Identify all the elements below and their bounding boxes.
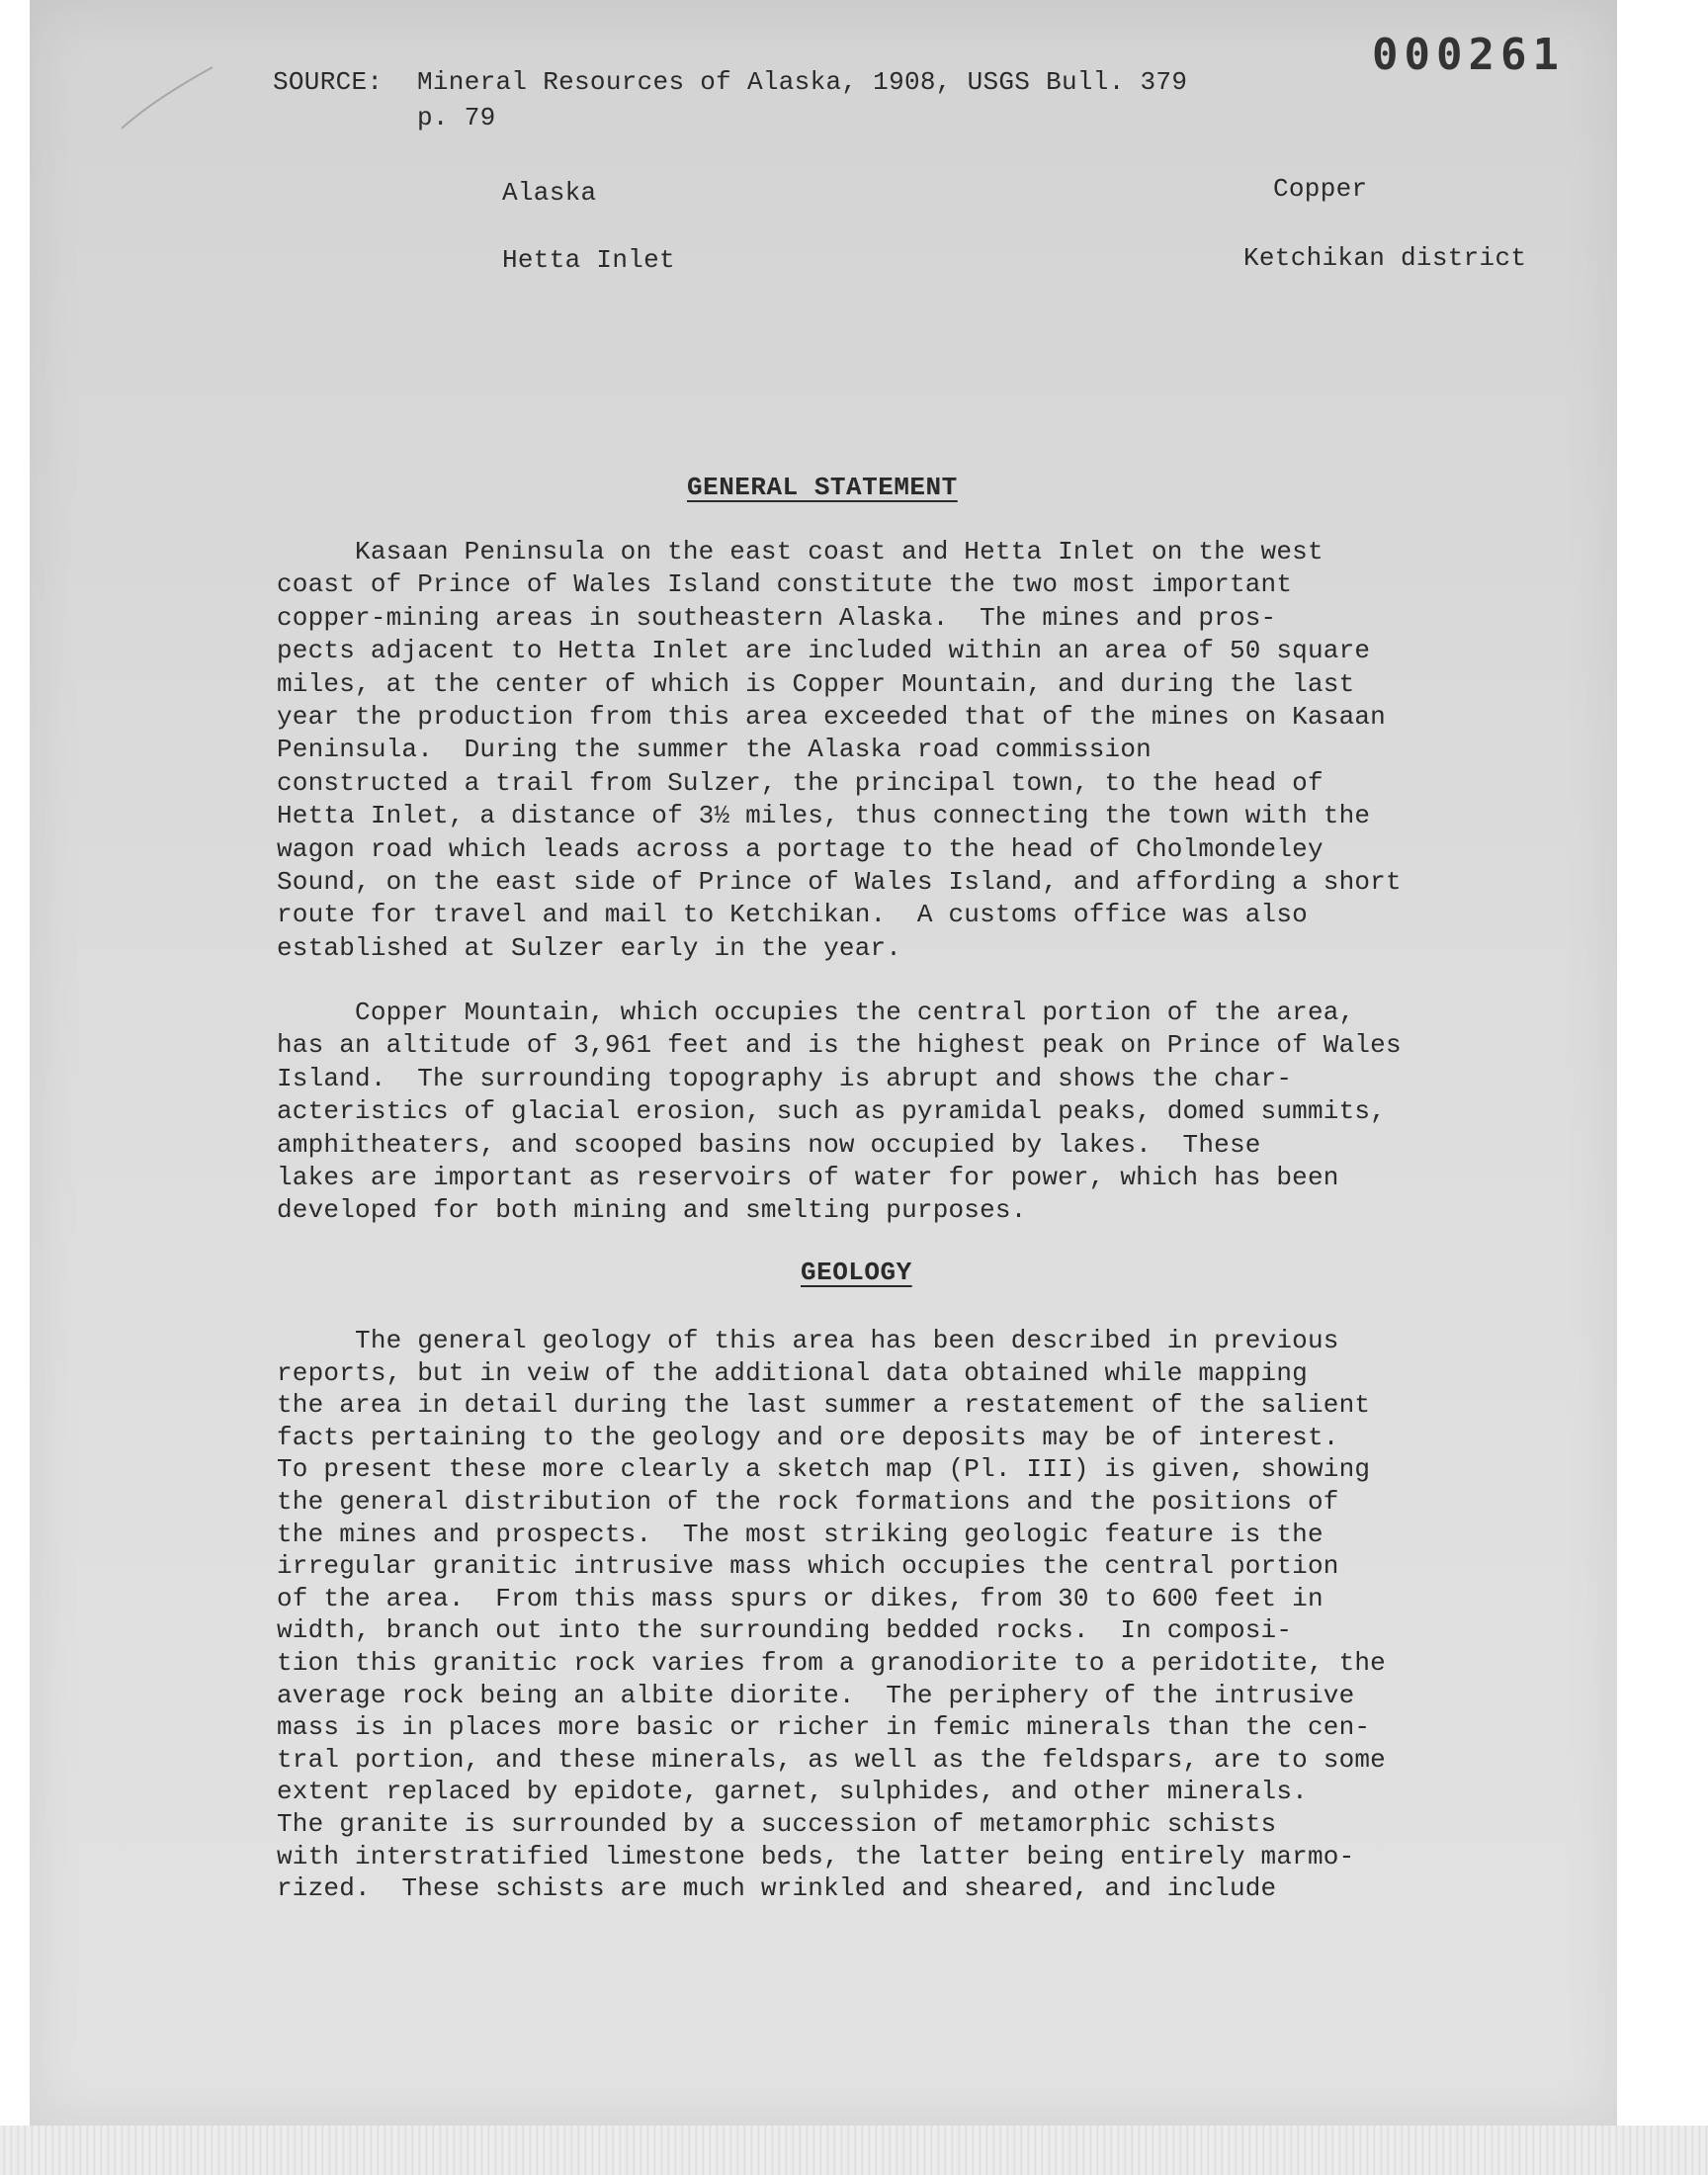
header-locality: Hetta Inlet <box>502 245 675 275</box>
general-statement-paragraph-1: Kasaan Peninsula on the east coast and Hetta Inlet on the west coast of Prince of Wales Island constitute the two most important copper-mining areas in southeastern Alaska. The mines and pros- pects adjacent to Hetta Inlet are included within an area of 50 square miles, at the center of which is Copper Mountain, and during the last year the production from this area exceeded that of the mines on Kasaan Peninsula. During the summer the Alaska road commission constructed a trail from Sulzer, the principal town, to the head of Hetta Inlet, a distance of 3½ miles, thus connecting the town with the wagon road which leads across a portage to the head of Cholmondeley Sound, on the east side of Prince of Wales Island, and affording a short route for travel and mail to Ketchikan. A customs office was also established at Sulzer early in the year. <box>277 537 1402 963</box>
general-statement-paragraph-2: Copper Mountain, which occupies the central portion of the area, has an altitude of 3,961 feet and is the highest peak on Prince of Wales Island. The surrounding topography is abrupt and shows the char- acteristics of glacial erosion, such as pyramidal peaks, domed summits, amphitheaters, and scooped basins now occupied by lakes. These lakes are important as reservoirs of water for power, which has been developed for both mining and smelting purposes. <box>277 998 1402 1226</box>
source-citation: Mineral Resources of Alaska, 1908, USGS Bull. 379 <box>417 67 1188 97</box>
document-page <box>30 0 1617 2126</box>
pen-stroke-mark <box>114 59 222 138</box>
geology-heading: GEOLOGY <box>801 1258 912 1287</box>
document-number: 000261 <box>1372 30 1565 80</box>
source-page: p. 79 <box>417 103 496 132</box>
header-commodity: Copper <box>1273 174 1368 204</box>
scan-bottom-edge <box>0 2126 1708 2175</box>
header-district: Ketchikan district <box>1243 243 1527 273</box>
general-statement-heading: GENERAL STATEMENT <box>687 473 958 502</box>
geology-paragraph-1: The general geology of this area has been described in previous reports, but in veiw of the additional data obtained while mapping the area in detail during the last summer a restatement of the salient facts pertaining to the geology and ore deposits may be of interest. To present these more clearly a sketch map (Pl. III) is given, showing the general distribution of the rock formations and the positions of the mines and prospects. The most striking geologic feature is the irregular granitic intrusive mass which occupies the central portion of the area. From this mass spurs or dikes, from 30 to 600 feet in width, branch out into the surrounding bedded rocks. In composi- tion this granitic rock varies from a granodiorite to a peridotite, the average rock being an albite diorite. The periphery of the intrusive mass is in places more basic or richer in femic minerals than the cen- tral portion, and these minerals, as well as the feldspars, are to some extent replaced by epidote, garnet, sulphides, and other minerals. The granite is surrounded by a succession of metamorphic schists with interstratified limestone beds, the latter being entirely marmo- rized. These schists are much wrinkled and sheared, and include <box>277 1326 1386 1904</box>
source-label: SOURCE: <box>273 67 384 97</box>
header-state: Alaska <box>502 178 597 208</box>
